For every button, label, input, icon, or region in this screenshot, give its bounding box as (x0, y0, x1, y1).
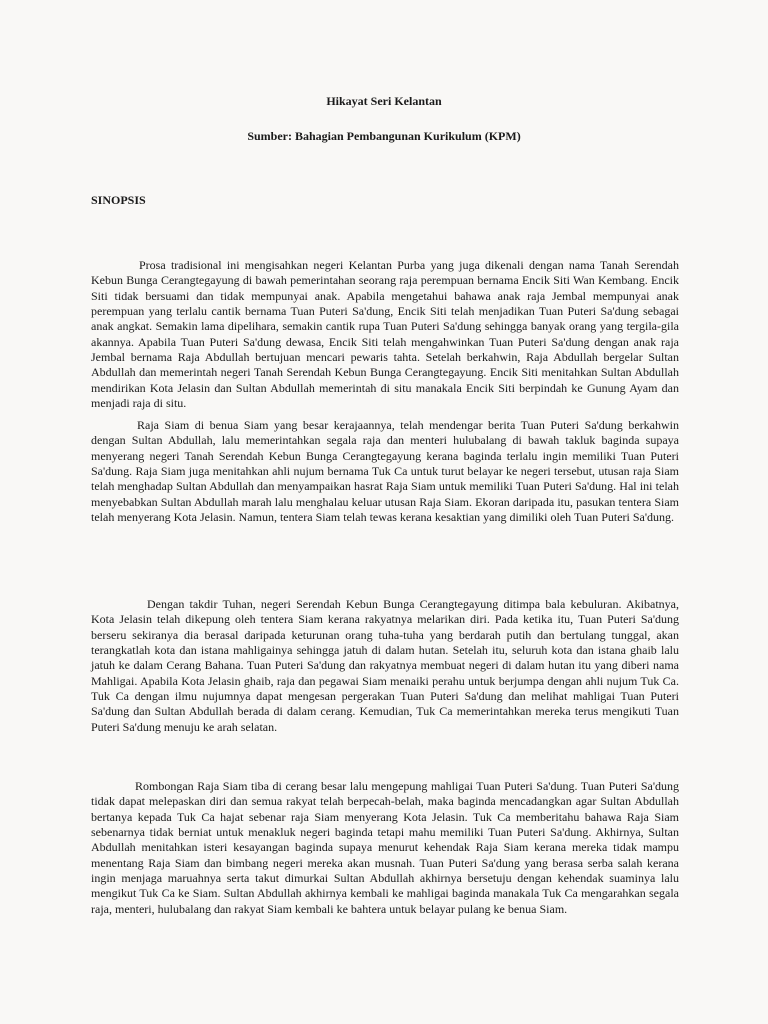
document-source: Sumber: Bahagian Pembangunan Kurikulum (KPM) (247, 129, 521, 143)
paragraph-2: Raja Siam di benua Siam yang besar kerajaannya, telah mendengar berita Tuan Puteri Sa'dung berkahwin dengan Sultan Abdullah, lalu memerintahkan segala raja dan menteri hulubalang di bawah takluk baginda supaya menyerang negeri Tanah Serendah Kebun Bunga Cerangtegayung kerana baginda terlalu ingin memiliki Tuan Puteri Sa'dung. Raja Siam juga menitahkan ahli nujum bernama Tuk Ca untuk turut belayar ke negeri tersebut, utusan raja Siam telah menghadap Sultan Abdullah dan menyampaikan hasrat Raja Siam untuk memiliki Tuan Puteri Sa'dung. Hal ini telah menyebabkan Sultan Abdullah marah lalu menghalau keluar utusan Raja Siam. Ekoran daripada itu, pasukan tentera Siam telah menyerang Kota Jelasin. Namun, tentera Siam telah tewas kerana kesaktian yang dimiliki oleh Tuan Puteri Sa'dung. (91, 418, 679, 525)
paragraph-1: Prosa tradisional ini mengisahkan negeri Kelantan Purba yang juga dikenali dengan nama Tanah Serendah Kebun Bunga Cerangtegayung di bawah pemerintahan seorang raja perempuan bernama Encik Siti Wan Kembang. Encik Siti tidak bersuami dan tidak mempunyai anak. Apabila mengetahui bahawa anak raja Jembal mempunyai anak perempuan yang terlalu cantik bernama Tuan Puteri Sa'dung, Encik Siti telah menjadikan Tuan Puteri Sa'dung sebagai anak angkat. Semakin lama dipelihara, semakin cantik rupa Tuan Puteri Sa'dung sehingga banyak orang yang tergila-gila akannya. Apabila Tuan Puteri Sa'dung dewasa, Encik Siti telah mengahwinkan Tuan Puteri Sa'dung dengan anak raja Jembal bernama Raja Abdullah bertujuan mencari pewaris tahta. Setelah berkahwin, Raja Abdullah bergelar Sultan Abdullah dan memerintah negeri Tanah Serendah Kebun Bunga Cerangtegayung. Encik Siti menitahkan Sultan Abdullah mendirikan Kota Jelasin dan Sultan Abdullah memerintah di situ manakala Encik Siti berpindah ke Gunung Ayam dan menjadi raja di situ. (91, 258, 679, 411)
paragraph-3: Dengan takdir Tuhan, negeri Serendah Kebun Bunga Cerangtegayung ditimpa bala kebuluran. Akibatnya, Kota Jelasin telah dikepung oleh tentera Siam kerana rakyatnya melarikan diri. Pada ketika itu, Tuan Puteri Sa'dung berseru sekiranya dia berasal daripada keturunan orang tuha-tuha yang berdarah putih dan bertulang tunggal, akan terangkatlah kota dan istana mahligainya sehingga jatuh di dalam hutan. Setelah itu, seluruh kota dan istana ghaib lalu jatuh ke dalam Cerang Bahana. Tuan Puteri Sa'dung dan rakyatnya membuat negeri di dalam hutan itu yang diberi nama Mahligai. Apabila Kota Jelasin ghaib, raja dan pegawai Siam menaiki perahu untuk berjumpa dengan ahli nujum Tuk Ca. Tuk Ca dengan ilmu nujumnya dapat mengesan pergerakan Tuan Puteri Sa'dung dan melihat mahligai Tuan Puteri Sa'dung dan Sultan Abdullah berada di dalam cerang. Kemudian, Tuk Ca memerintahkan mereka terus mengikuti Tuan Puteri Sa'dung menuju ke arah selatan. (91, 597, 679, 734)
paragraph-4: Rombongan Raja Siam tiba di cerang besar lalu mengepung mahligai Tuan Puteri Sa'dung. Tuan Puteri Sa'dung tidak dapat melepaskan diri dan semua rakyat telah berpecah-belah, maka baginda mencadangkan agar Sultan Abdullah bertanya kepada Tuk Ca hajat sebenar raja Siam menyerang Kota Jelasin. Tuk Ca memberitahu bahawa Raja Siam sebenarnya tidak berniat untuk menakluk negeri baginda tetapi mahu memiliki Tuan Puteri Sa'dung. Akhirnya, Sultan Abdullah menitahkan isteri kesayangan baginda supaya menurut kehendak Raja Siam kerana mereka tidak mampu menentang Raja Siam dan bimbang negeri mereka akan musnah. Tuan Puteri Sa'dung yang berasa serba salah kerana ingin menjaga maruahnya serta takut dimurkai Sultan Abdullah akhirnya bersetuju dengan kehendak suaminya lalu mengikut Tuk Ca ke Siam. Sultan Abdullah akhirnya kembali ke mahligai baginda manakala Tuk Ca mengarahkan segala raja, menteri, hulubalang dan rakyat Siam kembali ke bahtera untuk belayar pulang ke benua Siam. (91, 779, 679, 916)
section-heading: SINOPSIS (91, 193, 146, 207)
document-title: Hikayat Seri Kelantan (326, 94, 442, 108)
